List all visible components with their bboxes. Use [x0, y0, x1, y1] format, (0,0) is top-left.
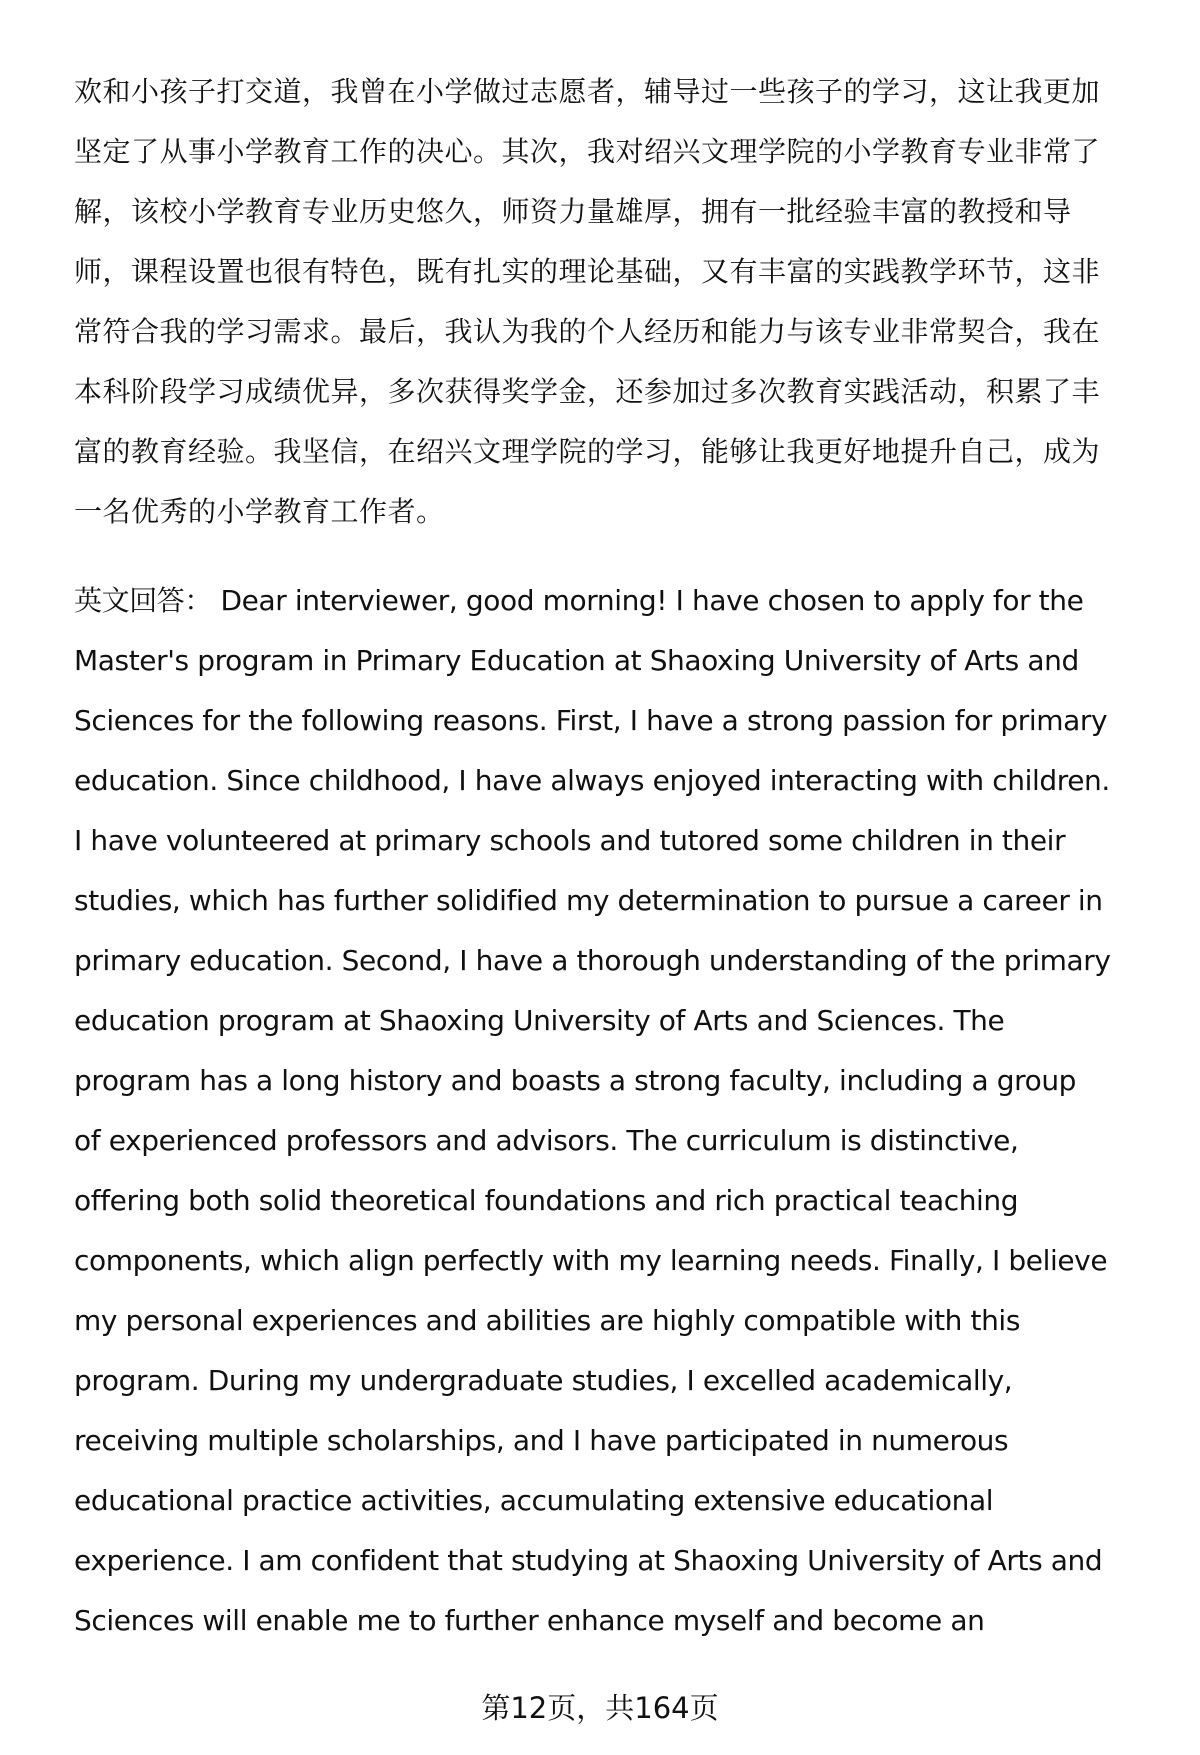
text-line: 一名优秀的小学教育工作者。: [74, 495, 445, 528]
english-answer-paragraph: [74, 571, 1164, 1651]
text-line: receiving multiple scholarships, and I have participated in numerous: [74, 1424, 1009, 1457]
text-line: Sciences for the following reasons. First, I have a strong passion for primary: [74, 704, 1108, 737]
text-line: 坚定了从事小学教育工作的决心。其次，我对绍兴文理学院的小学教育专业非常了: [74, 135, 1101, 168]
text-line: 欢和小孩子打交道，我曾在小学做过志愿者，辅导过一些孩子的学习，这让我更加: [74, 75, 1101, 108]
text-line: experience. I am confident that studying at Shaoxing University of Arts and: [74, 1544, 1103, 1577]
text-line: program has a long history and boasts a strong faculty, including a group: [74, 1064, 1077, 1097]
text-line: 师，课程设置也很有特色，既有扎实的理论基础，又有丰富的实践教学环节，这非: [74, 255, 1101, 288]
text-line: offering both solid theoretical foundations and rich practical teaching: [74, 1184, 1019, 1217]
text-line: education program at Shaoxing University of Arts and Sciences. The: [74, 1004, 1005, 1037]
text-line: primary education. Second, I have a thorough understanding of the primary: [74, 944, 1111, 977]
text-line: components, which align perfectly with my learning needs. Finally, I believe: [74, 1244, 1108, 1277]
text-line: of experienced professors and advisors. The curriculum is distinctive,: [74, 1124, 1019, 1157]
text-line: 常符合我的学习需求。最后，我认为我的个人经历和能力与该专业非常契合，我在: [74, 315, 1101, 348]
text-line: studies, which has further solidified my determination to pursue a career in: [74, 884, 1103, 917]
text-line: 英文回答： Dear interviewer, good morning! I have chosen to apply for the: [74, 584, 1084, 617]
text-line: Master's program in Primary Education at Shaoxing University of Arts and: [74, 644, 1079, 677]
text-line: program. During my undergraduate studies, I excelled academically,: [74, 1364, 1013, 1397]
text-line: Sciences will enable me to further enhance myself and become an: [74, 1604, 985, 1637]
text-line: 本科阶段学习成绩优异，多次获得奖学金，还参加过多次教育实践活动，积累了丰: [74, 375, 1101, 408]
text-line: my personal experiences and abilities are highly compatible with this: [74, 1304, 1021, 1337]
text-line: I have volunteered at primary schools and tutored some children in their: [74, 824, 1066, 857]
chinese-answer-paragraph: [74, 62, 1164, 542]
text-line: 富的教育经验。我坚信，在绍兴文理学院的学习，能够让我更好地提升自己，成为: [74, 435, 1101, 468]
text-line: education. Since childhood, I have always enjoyed interacting with children.: [74, 764, 1110, 797]
page-indicator: 第12页，共164页: [481, 1691, 719, 1725]
text-line: educational practice activities, accumulating extensive educational: [74, 1484, 994, 1517]
text-line: 解，该校小学教育专业历史悠久，师资力量雄厚，拥有一批经验丰富的教授和导: [74, 195, 1072, 228]
